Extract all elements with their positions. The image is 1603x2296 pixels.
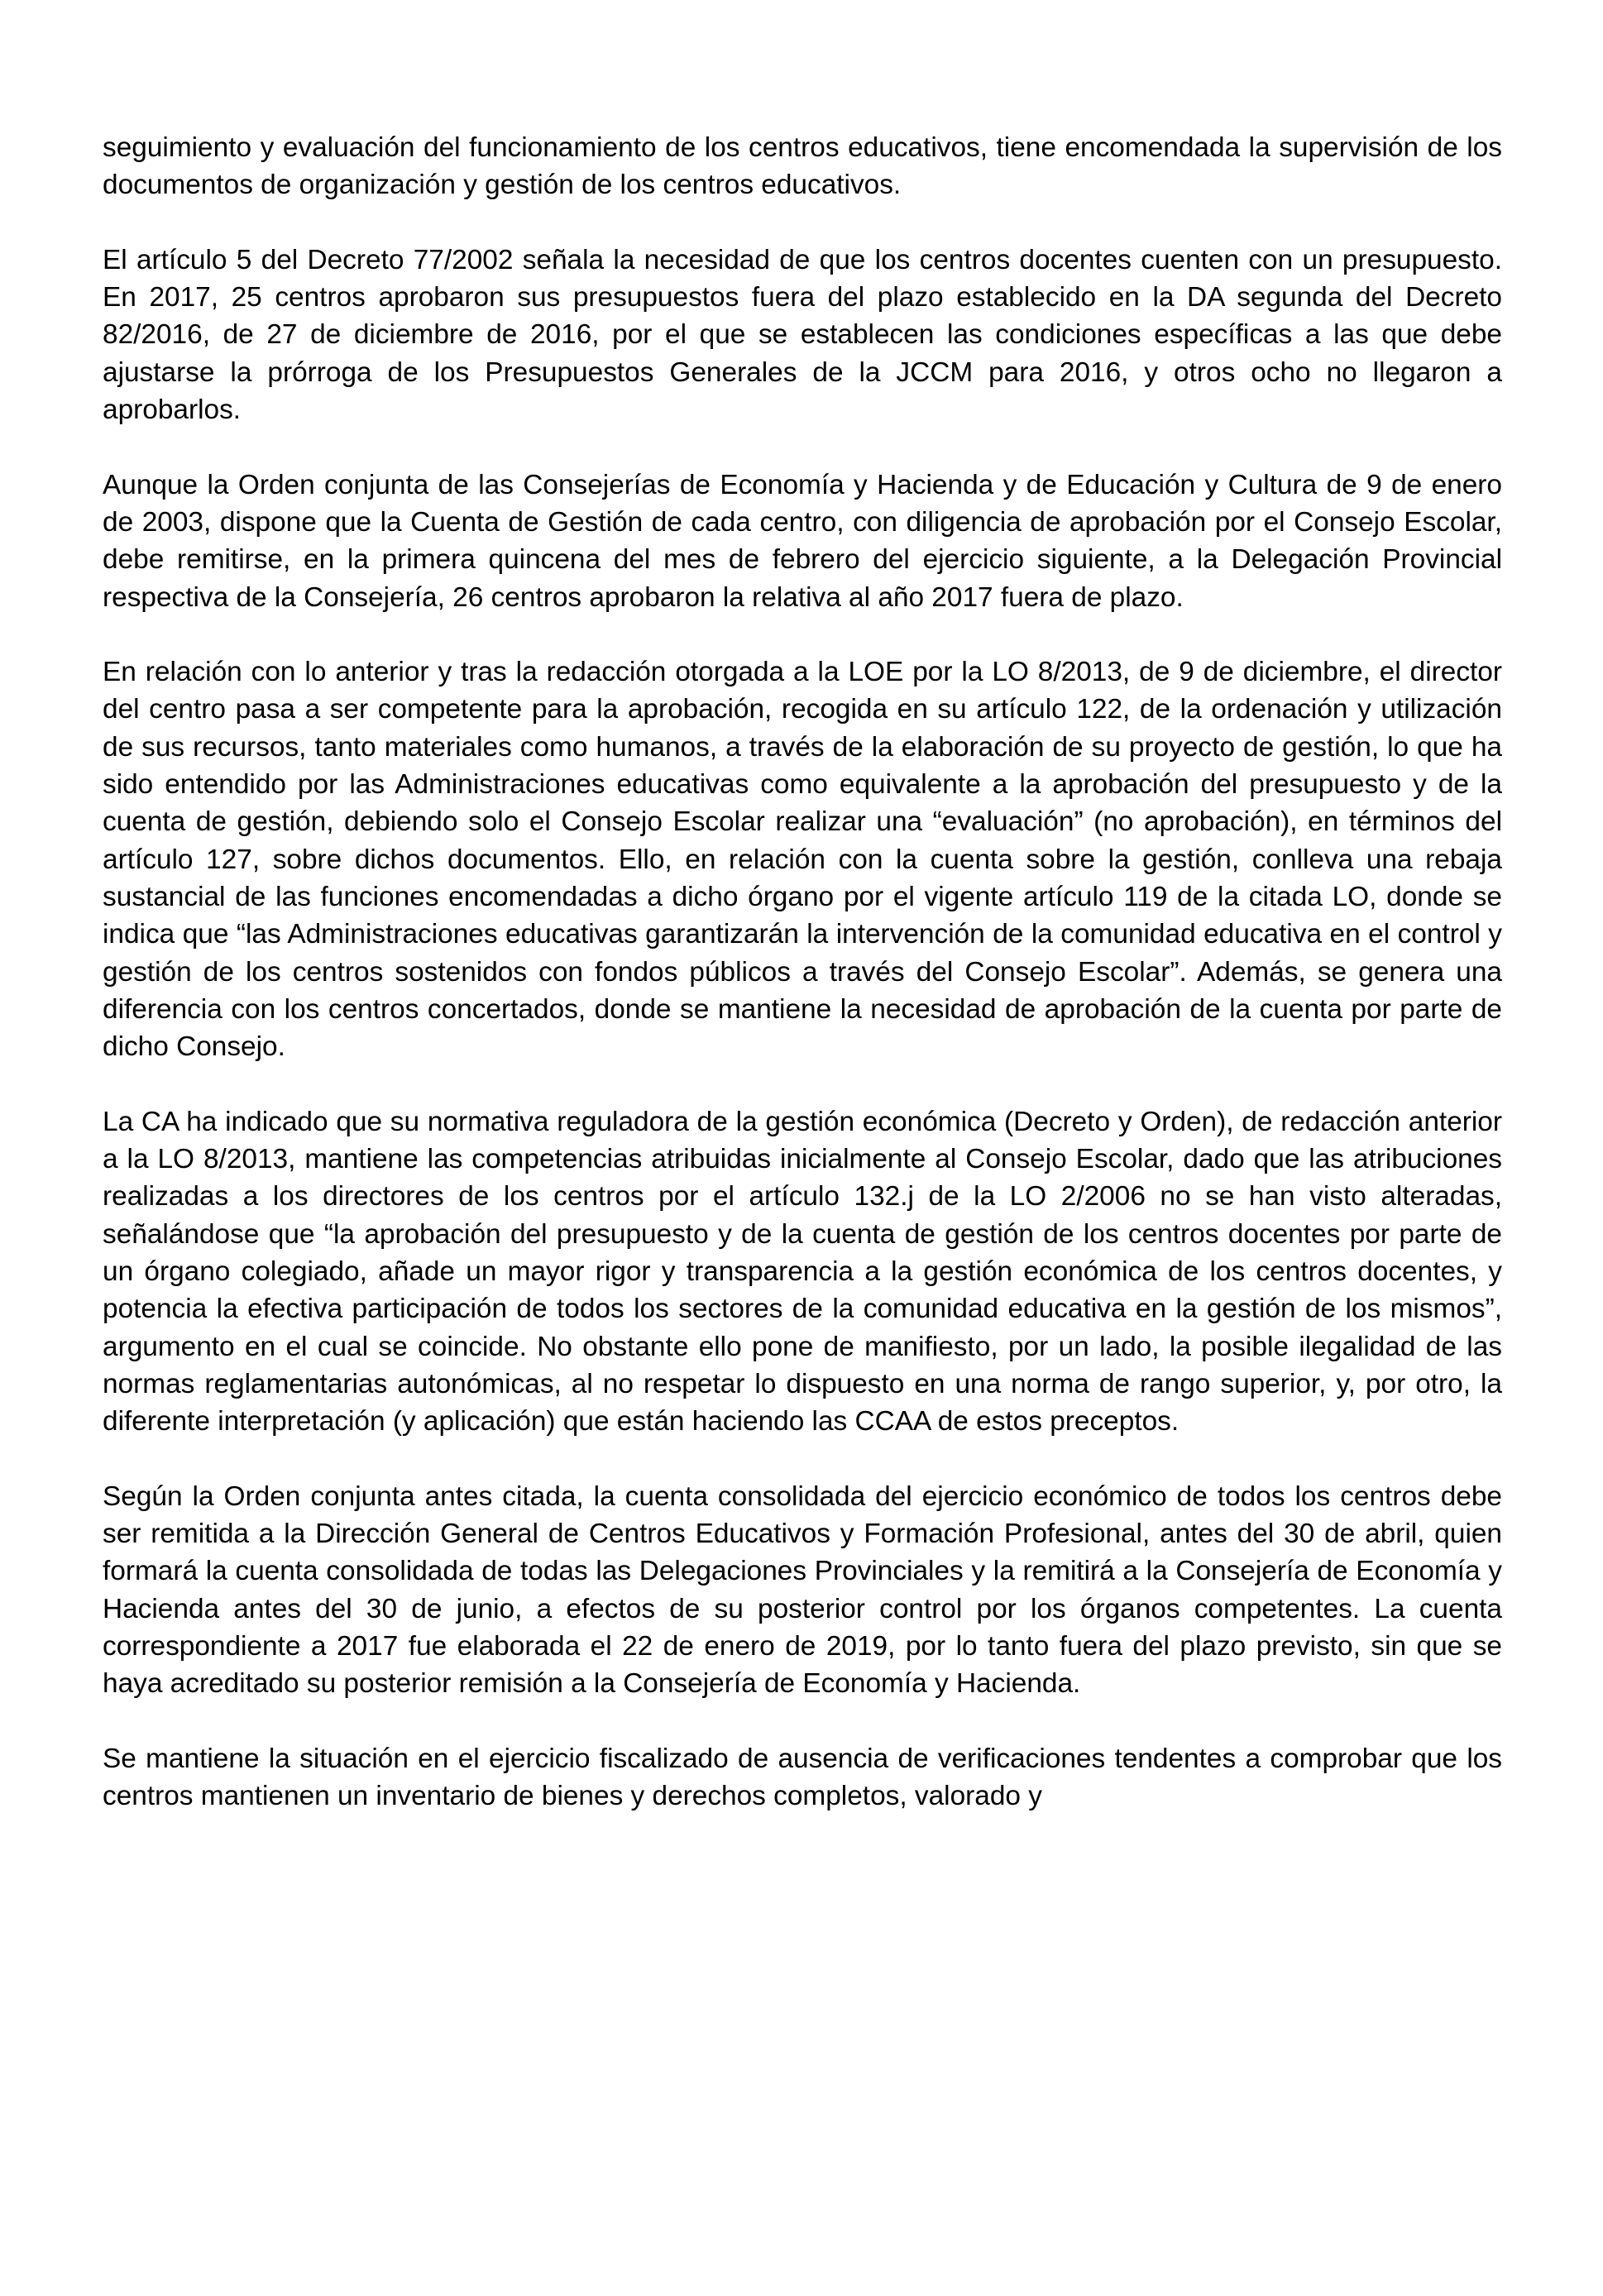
- paragraph-supervision: seguimiento y evaluación del funcionamiento de los centros educativos, tiene encomendada la supervisión de los documentos de organización y gestión de los centros educativos.: [103, 132, 1502, 201]
- paragraph-cuenta-gestion: Aunque la Orden conjunta de las Consejerías de Economía y Hacienda y de Educación y Cultura de 9 de enero de 2003, dispone que la Cuenta de Gestión de cada centro, con diligencia de aprobación por el Consejo Escolar, debe remitirse, en la primera quincena del mes de febrero del ejercicio siguiente, a la Delegación Provincial respectiva de la Consejería, 26 centros aprobaron la relativa al año 2017 fuera de plazo.: [103, 469, 1502, 613]
- paragraph-inventario: Se mantiene la situación en el ejercicio fiscalizado de ausencia de verificaciones tendentes a comprobar que los centros mantienen un inventario de bienes y derechos completos, valorado y: [103, 1743, 1502, 1812]
- paragraph-normativa-ca: La CA ha indicado que su normativa reguladora de la gestión económica (Decreto y Orden), de redacción anterior a la LO 8/2013, mantiene las competencias atribuidas inicialmente al Consejo Escolar, dado que las atribuciones realizadas a los directores de los centros por el artículo 132.j de la LO 2/2006 no se han visto alteradas, señalándose que “la aprobación del presupuesto y de la cuenta de gestión de los centros docentes por parte de un órgano colegiado, añade un mayor rigor y transparencia a la gestión económica de los centros docentes, y potencia la efectiva participación de todos los sectores de la comunidad educativa en la gestión de los mismos”, argumento en el cual se coincide. No obstante ello pone de manifiesto, por un lado, la posible ilegalidad de las normas reglamentarias autonómicas, al no respetar lo dispuesto en una norma de rango superior, y, por otro, la diferente interpretación (y aplicación) que están haciendo las CCAA de estos preceptos.: [103, 1106, 1502, 1437]
- paragraph-presupuesto: El artículo 5 del Decreto 77/2002 señala la necesidad de que los centros docentes cuenten con un presupuesto. En 2017, 25 centros aprobaron sus presupuestos fuera del plazo establecido en la DA segunda del Decreto 82/2016, de 27 de diciembre de 2016, por el que se establecen las condiciones específicas a las que debe ajustarse la prórroga de los Presupuestos Generales de la JCCM para 2016, y otros ocho no llegaron a aprobarlos.: [103, 244, 1502, 426]
- paragraph-cuenta-consolidada: Según la Orden conjunta antes citada, la cuenta consolidada del ejercicio económico de todos los centros debe ser remitida a la Dirección General de Centros Educativos y Formación Profesional, antes del 30 de abril, quien formará la cuenta consolidada de todas las Delegaciones Provinciales y la remitirá a la Consejería de Economía y Hacienda antes del 30 de junio, a efectos de su posterior control por los órganos competentes. La cuenta correspondiente a 2017 fue elaborada el 22 de enero de 2019, por lo tanto fuera del plazo previsto, sin que se haya acreditado su posterior remisión a la Consejería de Economía y Hacienda.: [103, 1480, 1502, 1700]
- paragraph-loe-director: En relación con lo anterior y tras la redacción otorgada a la LOE por la LO 8/2013, de 9 de diciembre, el director del centro pasa a ser competente para la aprobación, recogida en su artículo 122, de la ordenación y utilización de sus recursos, tanto materiales como humanos, a través de la elaboración de su proyecto de gestión, lo que ha sido entendido por las Administraciones educativas como equivalente a la aprobación del presupuesto y de la cuenta de gestión, debiendo solo el Consejo Escolar realizar una “evaluación” (no aprobación), en términos del artículo 127, sobre dichos documentos. Ello, en relación con la cuenta sobre la gestión, conlleva una rebaja sustancial de las funciones encomendadas a dicho órgano por el vigente artículo 119 de la citada LO, donde se indica que “las Administraciones educativas garantizarán la intervención de la comunidad educativa en el control y gestión de los centros sostenidos con fondos públicos a través del Consejo Escolar”. Además, se genera una diferencia con los centros concertados, donde se mantiene la necesidad de aprobación de la cuenta por parte de dicho Consejo.: [103, 657, 1502, 1063]
- document-body: [103, 129, 1502, 1815]
